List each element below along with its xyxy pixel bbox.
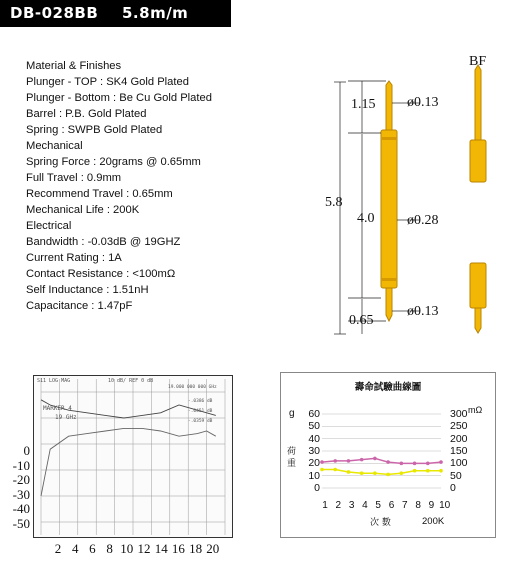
top-length: 1.15 [351,97,376,112]
barrel-crimp-bottom [381,278,397,281]
life-x-tick: 2 [335,500,342,511]
bandwidth-y-tick: -10 [12,457,30,473]
life-left-axis-label: 荷重 [287,447,297,469]
life-x-tick: 5 [375,500,381,511]
life-point [333,468,337,472]
barrel-crimp-top [381,137,397,140]
life-point [333,459,337,463]
life-x-tick: 7 [402,500,408,511]
screen-readout-3: -.0359 dB [188,419,213,424]
life-right-tick: 50 [450,469,462,482]
spec-line: Full Travel : 0.9mm [26,172,122,184]
spec-line: Material & Finishes [26,60,122,72]
life-x-axis-label: 次 數 [370,518,391,528]
life-x-tick: 10 [439,500,451,511]
bandwidth-y-tick: -20 [12,472,30,487]
bf-barrel-top [470,140,486,182]
spec-line: Spring : SWPB Gold Plated [26,124,163,136]
bandwidth-x-tick: 8 [106,541,113,556]
spec-line: Contact Resistance : <100mΩ [26,268,176,280]
life-x-tick: 6 [388,500,395,511]
life-right-tick: 200 [450,432,468,445]
spec-line: Bandwidth : -0.03dB @ 19GHZ [26,236,181,248]
life-point [373,457,377,461]
life-point [347,470,351,474]
screen-marker-freq: 19 GHz [55,414,77,421]
life-point [413,462,417,466]
life-right-tick: 300 [450,408,468,420]
bandwidth-x-tick: 12 [137,541,151,556]
life-point [360,458,364,462]
life-right-unit: mΩ [468,405,483,415]
barrel-length: 4.0 [357,211,375,226]
model-number: DB-028BB [10,4,99,22]
life-point [439,460,443,464]
spec-line: Capacitance : 1.47pF [26,300,133,312]
spec-line: Electrical [26,220,72,232]
model-header [0,0,231,27]
barrel [381,130,397,288]
life-point [347,459,351,463]
life-point [320,460,324,464]
life-left-tick: 50 [308,420,320,433]
bandwidth-chart [33,375,233,538]
bandwidth-x-tick: 14 [154,541,168,556]
spec-line: Mechanical Life : 200K [26,204,140,216]
life-left-tick: 0 [314,481,320,494]
life-left-unit: g [289,408,295,419]
bandwidth-x-tick: 18 [189,541,203,556]
bottom-plunger [386,288,392,321]
dimension-lines [334,81,420,334]
life-point [400,462,404,466]
spec-line: Mechanical [26,140,83,152]
bf-label: BF [469,54,487,69]
bandwidth-y-tick: -30 [12,486,30,502]
life-left-tick: 60 [308,408,320,420]
life-point [320,468,324,472]
life-right-tick: 150 [450,444,468,457]
bandwidth-x-tick: 4 [71,541,79,556]
bottom-length: 0.65 [349,313,374,328]
spec-line: Recommend Travel : 0.65mm [26,188,173,200]
barrel-diameter: ø0.28 [407,213,439,228]
bandwidth-y-tick: -40 [12,501,30,516]
bandwidth-x-tick: 16 [171,541,185,556]
bandwidth-y-tick: -50 [12,515,30,531]
screen-header-mid: 10 dB/ REF 0 dB [108,378,154,384]
bandwidth-x-tick: 20 [206,541,220,556]
top-plunger [386,81,392,130]
screen-readout-2: -.0451 dB [188,409,213,414]
life-point [413,469,417,473]
life-x-axis-unit: 200K [422,516,445,527]
spec-line: Barrel : P.B. Gold Plated [26,108,147,120]
life-left-tick: 30 [308,444,320,457]
life-x-tick: 3 [348,500,355,511]
life-point [386,460,390,464]
spec-line: Self Inductance : 1.51nH [26,284,149,296]
spec-line: Plunger - TOP : SK4 Gold Plated [26,76,189,88]
screen-header-left: S11 LOG MAG [37,378,71,384]
bandwidth-x-tick: 6 [89,541,96,556]
life-point [400,471,404,475]
spec-line: Plunger - Bottom : Be Cu Gold Plated [26,92,212,104]
spec-line: Current Rating : 1A [26,252,122,264]
spec-line: Spring Force : 20grams @ 0.65mm [26,156,201,168]
life-x-tick: 4 [362,500,368,511]
life-point [439,469,443,473]
life-right-tick: 0 [450,481,456,494]
life-x-tick: 1 [322,500,328,511]
pitch-value: 5.8m/m [122,4,189,22]
life-x-tick: 9 [428,500,435,511]
life-right-tick: 250 [450,420,468,433]
life-left-tick: 40 [308,432,320,445]
life-point [373,471,377,475]
bf-plunger-top [475,65,481,140]
life-x-tick: 8 [415,500,421,511]
total-length: 5.8 [325,195,343,210]
bandwidth-y-tick: 0 [23,443,30,458]
bf-barrel-bottom [470,263,486,308]
bandwidth-x-tick: 2 [54,541,62,556]
life-point [426,469,430,473]
life-chart-title: 壽命試驗曲線圖 [354,382,422,393]
bottom-diameter: ø0.13 [407,304,439,319]
top-diameter: ø0.13 [407,95,439,110]
life-right-tick: 100 [450,457,468,470]
life-point [426,462,430,466]
life-left-tick: 10 [308,469,320,482]
life-point [360,471,364,475]
screen-header-right: 19.000 000 000 GHz [168,385,217,390]
life-point [386,473,390,477]
screen-readout-1: -.0386 dB [188,399,213,404]
bf-plunger-bottom [475,308,481,333]
bandwidth-x-tick: 10 [120,541,134,556]
screen-marker: MARKER 4 [43,405,72,412]
life-left-tick: 20 [308,457,320,470]
